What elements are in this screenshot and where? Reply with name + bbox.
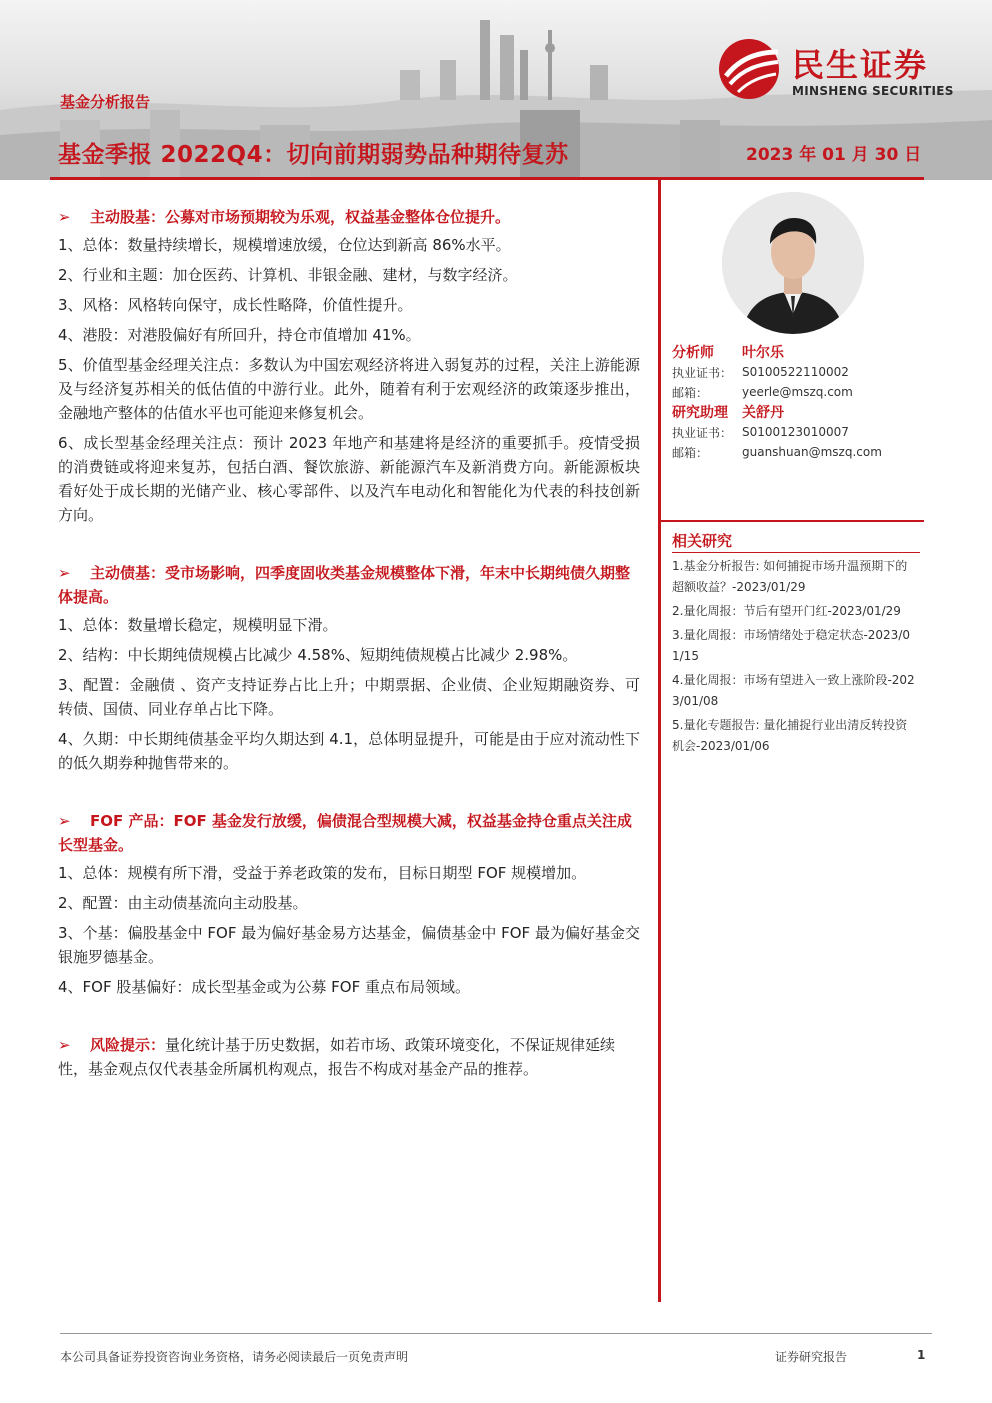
assistant-label: 研究助理: [672, 405, 728, 421]
logo-text-en: MINSHENG SECURITIES: [792, 84, 954, 98]
arrow-bullet-icon: ➢: [58, 1036, 71, 1054]
related-divider: [660, 520, 924, 522]
column-divider: [658, 180, 661, 1302]
email-label: 邮箱：: [672, 385, 709, 400]
analyst-cert: S0100522110002: [742, 365, 849, 379]
related-research-link[interactable]: 2.量化周报：节后有望开门红-2023/01/29: [672, 604, 901, 618]
related-title-underline: [672, 552, 920, 553]
section-heading-equity: ➢ 主动股基：公募对市场预期较为乐观，权益基金整体仓位提升。: [58, 205, 640, 229]
paragraph: 1、总体：数量增长稳定，规模明显下滑。: [58, 616, 338, 634]
page-title: 基金季报 2022Q4：切向前期弱势品种期待复苏: [58, 142, 569, 168]
assistant-email: guanshuan@mszq.com: [742, 445, 882, 459]
section-heading-fof: ➢ FOF 产品：FOF 基金发行放缓，偏债混合型规模大减，权益基金持仓重点关注成长型基金。: [58, 809, 640, 857]
minsheng-logo-icon: [718, 38, 784, 100]
arrow-bullet-icon: ➢: [58, 208, 71, 226]
paragraph: 4、久期：中长期纯债基金平均久期达到 4.1，总体明显提升，可能是由于应对流动性下的低久期券种抛售带来的。: [58, 730, 640, 772]
logo-text-cn: 民生证券: [792, 46, 929, 84]
paragraph: 5、价值型基金经理关注点：多数认为中国宏观经济将进入弱复苏的过程，关注上游能源及与经济复苏相关的低估值的中游行业。此外，随着有利于宏观经济的政策逐步推出，金融地产整体的估值水平也可能迎来修复机会。: [58, 356, 640, 422]
paragraph: 2、配置：由主动债基流向主动股基。: [58, 894, 308, 912]
risk-text: 量化统计基于历史数据，如若市场、政策环境变化，不保证规律延续性，基金观点仅代表基金所属机构观点，报告不构成对基金产品的推荐。: [58, 1036, 616, 1078]
paragraph: 6、成长型基金经理关注点：预计 2023 年地产和基建将是经济的重要抓手。疫情受损的消费链或将迎来复苏，包括白酒、餐饮旅游、新能源汽车及新消费方向。新能源板块看好处于成长期的光储产业、核心零部件、以及汽车电动化和智能化为代表的科技创新方向。: [58, 434, 640, 524]
footer-divider: [60, 1333, 932, 1334]
arrow-bullet-icon: ➢: [58, 564, 71, 582]
assistant-cert: S0100123010007: [742, 425, 849, 439]
footer-doc-type: 证券研究报告: [775, 1350, 848, 1364]
paragraph: 4、FOF 股基偏好：成长型基金或为公募 FOF 重点布局领域。: [58, 978, 470, 996]
paragraph: 1、总体：数量持续增长，规模增速放缓，仓位达到新高 86%水平。: [58, 236, 511, 254]
analyst-info: [672, 342, 924, 462]
risk-label: 风险提示：: [90, 1036, 166, 1054]
related-research-link[interactable]: 3.量化周报：市场情绪处于稳定状态-2023/01/15: [672, 628, 910, 663]
analyst-name: 叶尔乐: [742, 345, 784, 361]
related-research-title: 相关研究: [672, 532, 733, 550]
assistant-name: 关舒丹: [742, 405, 784, 421]
related-research-list: [672, 556, 918, 760]
page-number: 1: [917, 1348, 926, 1362]
paragraph: 1、总体：规模有所下滑，受益于养老政策的发布，目标日期型 FOF 规模增加。: [58, 864, 587, 882]
cert-label: 执业证书：: [672, 425, 733, 440]
analyst-label: 分析师: [672, 345, 714, 361]
minsheng-logo: [718, 38, 968, 100]
section-heading-bond: ➢ 主动债基：受市场影响，四季度固收类基金规模整体下滑，年末中长期纯债久期整体提高。: [58, 561, 640, 609]
summary-column: [58, 205, 640, 1081]
paragraph: 4、港股：对港股偏好有所回升，持仓市值增加 41%。: [58, 326, 421, 344]
paragraph: 2、行业和主题：加仓医药、计算机、非银金融、建材，与数字经济。: [58, 266, 518, 284]
paragraph: 3、风格：风格转向保守，成长性略降，价值性提升。: [58, 296, 413, 314]
analyst-email: yeerle@mszq.com: [742, 385, 853, 399]
related-research-link[interactable]: 5.量化专题报告: 量化捕捉行业出清反转投资机会-2023/01/06: [672, 718, 908, 753]
report-type-label: 基金分析报告: [60, 93, 151, 111]
cert-label: 执业证书：: [672, 365, 733, 380]
paragraph: 3、配置：金融债 、资产支持证券占比上升；中期票据、企业债、企业短期融资券、可转债、国债、同业存单占比下降。: [58, 676, 640, 718]
related-research-link[interactable]: 1.基金分析报告: 如何捕捉市场升温预期下的超额收益？-2023/01/29: [672, 559, 908, 594]
header-banner: [0, 0, 992, 180]
paragraph: 3、个基：偏股基金中 FOF 最为偏好基金易方达基金，偏债基金中 FOF 最为偏好基金交银施罗德基金。: [58, 924, 640, 966]
risk-warning: [58, 1033, 640, 1081]
email-label: 邮箱：: [672, 445, 709, 460]
related-research-link[interactable]: 4.量化周报：市场有望进入一致上涨阶段-2023/01/08: [672, 673, 915, 708]
header-divider: [50, 177, 924, 180]
report-date: 2023 年 01 月 30 日: [746, 145, 922, 165]
paragraph: 2、结构：中长期纯债规模占比减少 4.58%、短期纯债规模占比减少 2.98%。: [58, 646, 578, 664]
arrow-bullet-icon: ➢: [58, 812, 71, 830]
analyst-photo-icon: [722, 192, 864, 334]
analyst-avatar: [722, 192, 864, 334]
footer-disclaimer: 本公司具备证券投资咨询业务资格，请务必阅读最后一页免责声明: [60, 1350, 409, 1364]
